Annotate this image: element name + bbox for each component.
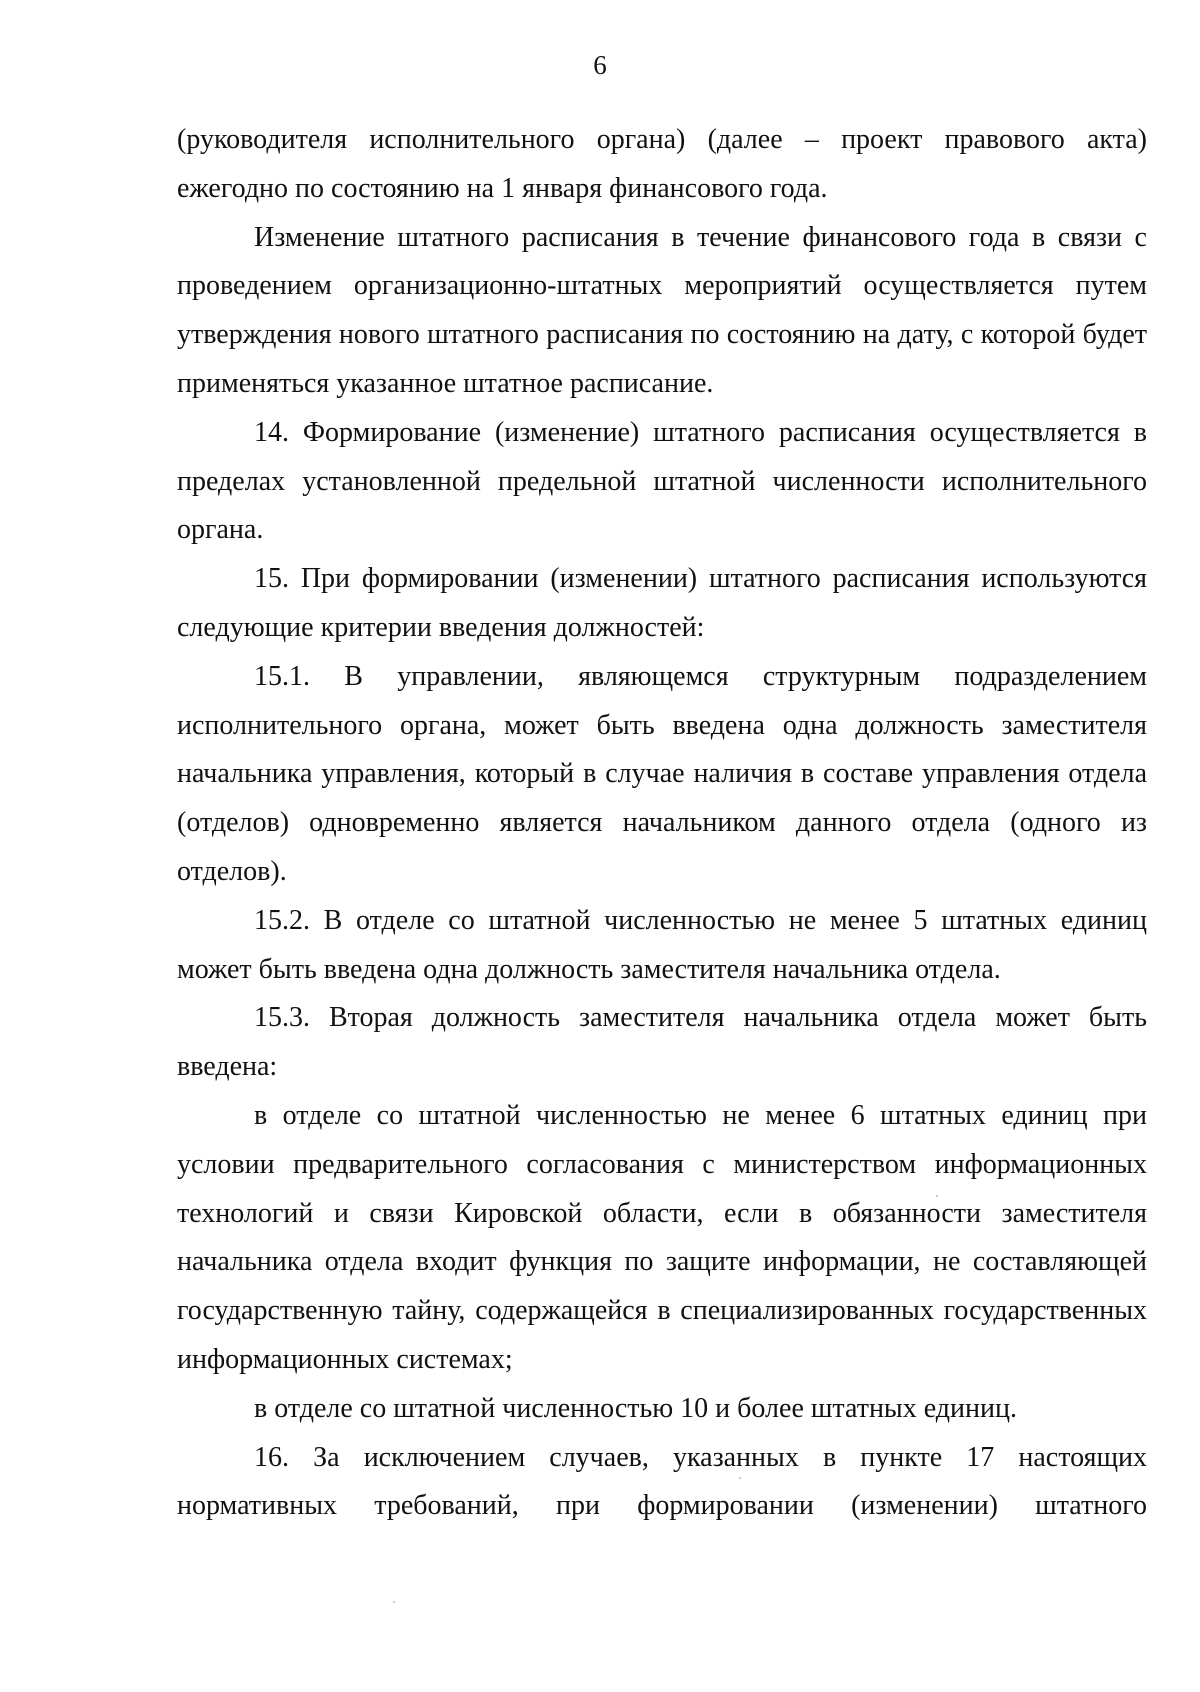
document-body	[177, 116, 1147, 1531]
paragraph-15-2: 15.2. В отделе со штатной численностью не менее 5 штатных единиц может быть введена одна должность заместителя начальника отдела.	[177, 904, 1147, 985]
paragraph-15-1: 15.1. В управлении, являющемся структурным подразделением исполнительного органа, может быть введена одна должность заместителя начальника управления, который в случае наличия в составе управления отдела (отделов) одновременно является начальником данного отдела (одного из отделов).	[177, 660, 1147, 887]
paragraph-continuation: (руководителя исполнительного органа) (далее – проект правового акта) ежегодно по состоянию на 1 января финансового года.	[177, 124, 1147, 204]
paragraph-16: 16. За исключением случаев, указанных в пункте 17 настоящих нормативных требований, при формировании (изменении) штатного	[177, 1441, 1147, 1522]
scan-speck	[936, 1195, 938, 1197]
paragraph-14: 14. Формирование (изменение) штатного расписания осуществляется в пределах установленной предельной штатной численности исполнительного органа.	[177, 416, 1147, 546]
paragraph-15: 15. При формировании (изменении) штатного расписания используются следующие критерии введения должностей:	[177, 563, 1147, 643]
page-number: 6	[593, 50, 607, 80]
paragraph-15-3-case-1: в отделе со штатной численностью не менее 6 штатных единиц при условии предварительного согласования с министерством информационных технологий и связи Кировской области, если в обязанности заместителя начальника отдела входит функция по защите информации, не составляющей государственную тайну, содержащейся в специализированных государственных информационных системах;	[177, 1099, 1147, 1375]
paragraph-staffing-change: Изменение штатного расписания в течение финансового года в связи с проведением организационно-штатных мероприятий осуществляется путем утверждения нового штатного расписания по состоянию на дату, с которой будет применяться указанное штатное расписание.	[177, 221, 1147, 399]
paragraph-15-3: 15.3. Вторая должность заместителя начальника отдела может быть введена:	[177, 1002, 1147, 1083]
scan-speck	[739, 1477, 741, 1479]
paragraph-15-3-case-2: в отделе со штатной численностью 10 и более штатных единиц.	[254, 1392, 1017, 1424]
scan-speck	[393, 1601, 395, 1603]
